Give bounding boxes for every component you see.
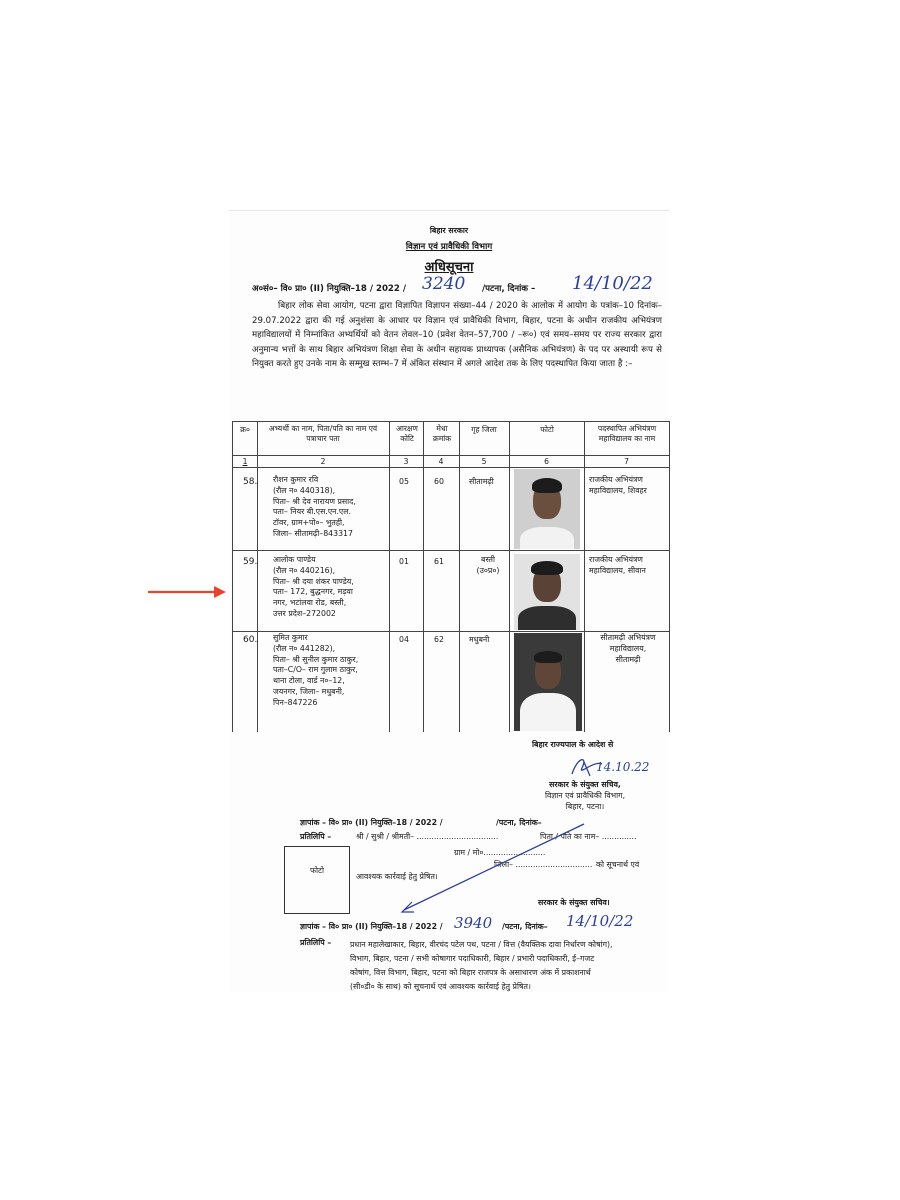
appointment-table (232, 421, 670, 732)
govt-name: बिहार सरकार (429, 226, 469, 235)
merit: 60 (434, 477, 444, 486)
quota: 01 (399, 557, 409, 566)
reference-number: अ०सं०– वि० प्रा० (II) नियुक्ति–18 / 2022 / (252, 284, 407, 294)
annotation-arrow-icon (146, 584, 228, 600)
department-name: विज्ञान एवं प्रावैधिकी विभाग (405, 242, 493, 252)
row-sn: 59. (243, 557, 258, 567)
quota: 04 (399, 635, 409, 644)
candidate-photo (514, 633, 582, 731)
strike-line-icon (398, 822, 588, 918)
memo1-name-line: श्री / सुश्री / श्रीमती– ................................. (356, 832, 499, 841)
memo1-info-line: को सूचनार्थ एवं (596, 860, 640, 869)
col-number: 1 (242, 457, 248, 466)
posted-college: राजकीय अभियंत्रण महाविद्यालय, शिवहर (589, 475, 647, 495)
merit: 62 (434, 635, 444, 644)
posted-college: राजकीय अभियंत्रण महाविद्यालय, सीवान (589, 555, 646, 575)
signatory-title: सरकार के संयुक्त सचिव, (549, 780, 621, 789)
row-sn: 60. (243, 635, 258, 645)
row-sn: 58. (243, 477, 258, 487)
notification-title: अधिसूचना (424, 260, 474, 275)
memo2-copy-label: प्रतिलिपि – (300, 938, 332, 947)
header-quota: आरक्षण कोटि (396, 424, 418, 443)
photo-box (284, 846, 350, 914)
memo2-date-handwritten: 14/10/22 (566, 912, 634, 930)
signatory-place: बिहार, पटना। (565, 802, 605, 811)
district: बस्ती (उ०प्र०) (476, 555, 500, 575)
district: सीतामढ़ी (469, 477, 494, 486)
signatory-department: विज्ञान एवं प्रावैधिकी विभाग, (544, 791, 626, 800)
governor-order: बिहार राज्यपाल के आदेश से (532, 740, 614, 749)
memo1-reference: ज्ञापांक – वि० प्रा० (II) नियुक्ति–18 / 2022 / (300, 818, 443, 827)
memo1-father-line: पिता / पति का नाम– .............. (540, 832, 637, 841)
candidate-photo (514, 554, 580, 630)
memo2-number-handwritten: 3940 (454, 914, 493, 932)
col-number: 3 (403, 457, 409, 466)
reference-place: /पटना, दिनांक – (482, 284, 536, 294)
memo2-recipients: प्रधान महालेखाकार, बिहार, वीरचंद पटेल पथ, पटना / वित्त (वैयक्तिक दावा निर्धारण कोषांग), विभाग, बिहार, पटना / सभी कोषागार पदाधिकारी, बिहार / प्रभारी पदाधिकारी, ई–गजट कोषांग, वित्त विभाग, बिहार, पटना को बिहार राजपत्र के असाधारण अंक में प्रकाशनार्थ (सी०डी० के साथ) को सूचनार्थ एवं आवश्यक कार्रवाई हेतु प्रेषित। (350, 940, 613, 991)
memo1-village-line: ग्राम / मो०......................... (454, 848, 546, 857)
photo-box-label: फोटो (310, 866, 324, 875)
header-merit: मेधा क्रमांक (432, 424, 452, 443)
col-number: 7 (624, 457, 629, 466)
posted-college: सीतामढ़ी अभियंत्रण महाविद्यालय, सीतामढ़ी (600, 633, 656, 664)
reference-number-handwritten: 3240 (422, 274, 466, 294)
memo1-district-line: जिला– ............................... (494, 860, 593, 869)
header-photo: फोटो (540, 425, 554, 434)
memo2-place: /पटना, दिनांक– (502, 922, 548, 931)
col-number: 5 (481, 457, 487, 466)
notification-body: बिहार लोक सेवा आयोग, पटना द्वारा विज्ञापित विज्ञापन संख्या–44 / 2020 के आलोक में आयोग के पत्रांक–10 दिनांक–29.07.2022 द्वारा की गई अनुशंसा के आधार पर विज्ञान एवं प्रावैधिकी विभाग, बिहार, पटना के अधीन राजकीय अभियंत्रण महाविद्यालयों में निम्नांकित अभ्यर्थियों को वेतन लेवल–10 (प्रवेश वेतन–57,700 / –रू०) एवं समय–समय पर राज्य सरकार द्वारा अनुमान्य भत्तों के साथ बिहार अभियंत्रण शिक्षा सेवा के अधीन सहायक प्राध्यापक (असैनिक अभियंत्रण) के पद पर अस्थायी रूप से नियुक्त करते हुए उनके नाम के सम्मुख स्तम्भ–7 में अंकित संस्थान में अगले आदेश तक के लिए पदस्थापित किया जाता है :– (252, 301, 662, 370)
memo1-action-line: आवश्यक कार्रवाई हेतु प्रेषित। (356, 872, 438, 881)
header-sn: क्र० (240, 425, 250, 434)
header-college: पदस्थापित अभियंत्रण महाविद्यालय का नाम (597, 424, 657, 443)
district: मधुबनी (469, 635, 490, 644)
candidate-details: सुमित कुमार (रौल न० 441282), पिता– श्री सुनील कुमार ठाकुर, पता–C/O– राम गुलाम ठाकुर, थाना टोला, वार्ड न०–12, जयनगर, जिला– मधुबनी, पिन–847226 (273, 633, 359, 707)
col-number: 4 (438, 457, 444, 466)
memo1-signatory: सरकार के संयुक्त सचिव। (538, 898, 610, 907)
memo2-reference: ज्ञापांक – वि० प्रा० (II) नियुक्ति–18 / 2022 / (300, 922, 443, 931)
memo1-place: /पटना, दिनांक– (496, 818, 542, 827)
header-candidate: अभ्यर्थी का नाम, पिता/पति का नाम एवं पत्राचार पता (268, 424, 378, 443)
candidate-details: आलोक पाण्डेय (रौल न० 440216), पिता– श्री दया शंकर पाण्डेय, पता– 172, बुद्धनगर, मड़वा नगर, भटांलवा रोड, बस्ती, उत्तर प्रदेश–272002 (273, 555, 354, 618)
reference-date-handwritten: 14/10/22 (572, 273, 653, 294)
candidate-details: रौशन कुमार रवि (रौल न० 440318), पिता– श्री देव नारायण प्रसाद, पता– नियर बी.एस.एन.एल. टॉवर, ग्राम+पो०– भुतही, जिला– सीतामढ़ी–843317 (273, 475, 356, 538)
header-district: गृह जिला (471, 425, 497, 434)
merit: 61 (434, 557, 444, 566)
candidate-photo (514, 469, 580, 549)
quota: 05 (399, 477, 409, 486)
signature-date-handwritten: 14.10.22 (596, 760, 650, 774)
col-number: 6 (544, 457, 549, 466)
col-number: 2 (320, 457, 326, 466)
memo1-copy-label: प्रतिलिपि – (300, 832, 332, 841)
